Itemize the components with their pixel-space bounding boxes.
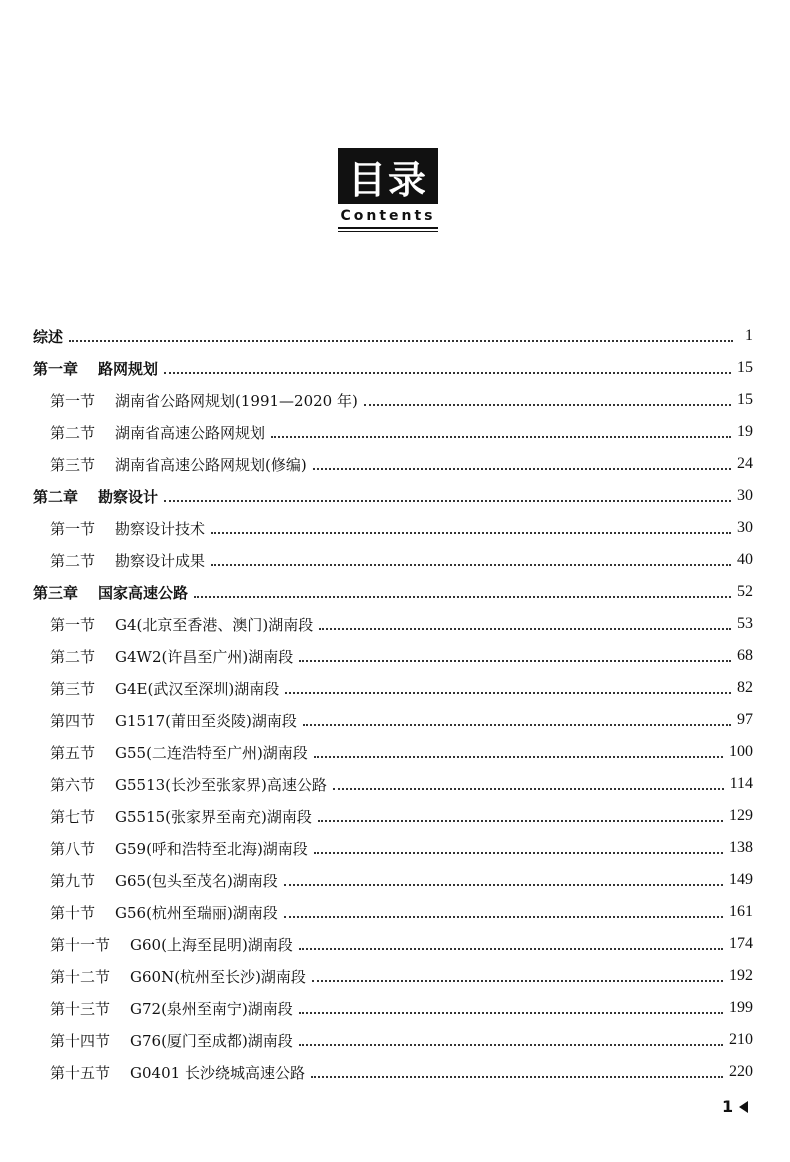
dot-leader: [194, 595, 731, 598]
toc-section-entry[interactable]: [33, 512, 753, 544]
toc-entry-label: [50, 550, 211, 571]
toc-entry-number: 第二节: [50, 551, 96, 570]
dot-leader: [271, 435, 731, 438]
toc-entry-label: [50, 422, 271, 443]
toc-section-entry[interactable]: [33, 704, 753, 736]
toc-chapter-entry[interactable]: [33, 352, 753, 384]
toc-section-entry[interactable]: [33, 768, 753, 800]
toc-entry-page: 15: [731, 359, 753, 377]
toc-entry-title: G65(包头至茂名)湖南段: [115, 871, 278, 890]
toc-entry-page: 1: [733, 327, 753, 345]
dot-leader: [314, 851, 723, 854]
toc-entry-page: 30: [731, 519, 753, 537]
toc-section-entry[interactable]: [33, 448, 753, 480]
toc-section-entry[interactable]: [33, 896, 753, 928]
toc-entry-page: 161: [723, 903, 753, 921]
dot-leader: [303, 723, 731, 726]
toc-entry-label: [50, 838, 314, 859]
toc-entry-page: 30: [731, 487, 753, 505]
toc-chapter-entry[interactable]: [33, 320, 753, 352]
dot-leader: [299, 947, 723, 950]
toc-entry-page: 82: [731, 679, 753, 697]
toc-entry-page: 100: [723, 743, 753, 761]
toc-entry-number: 第十三节: [50, 999, 111, 1018]
toc-entry-title: 湖南省高速公路网规划(修编): [115, 455, 307, 474]
dot-leader: [319, 627, 731, 630]
page-footer: [722, 1097, 748, 1116]
toc-entry-label: [50, 710, 303, 731]
toc-section-entry[interactable]: [33, 864, 753, 896]
toc-entry-title: G60(上海至昆明)湖南段: [130, 935, 293, 954]
toc-entry-page: 68: [731, 647, 753, 665]
toc-entry-label: [50, 870, 284, 891]
toc-entry-number: 第三节: [50, 679, 96, 698]
toc-entry-page: 15: [731, 391, 753, 409]
table-of-contents: [33, 320, 753, 1088]
toc-entry-title: 国家高速公路: [98, 583, 189, 602]
toc-entry-title: G72(泉州至南宁)湖南段: [130, 999, 293, 1018]
toc-entry-number: 第二节: [50, 647, 96, 666]
toc-section-entry[interactable]: [33, 1024, 753, 1056]
toc-entry-number: 第五节: [50, 743, 96, 762]
toc-entry-number: 第三章: [33, 583, 79, 602]
page-subtitle: Contents: [340, 208, 436, 224]
toc-entry-number: 第四节: [50, 711, 96, 730]
toc-entry-label: [50, 678, 285, 699]
toc-entry-page: 53: [731, 615, 753, 633]
dot-leader: [333, 787, 724, 790]
dot-leader: [314, 755, 723, 758]
toc-entry-page: 97: [731, 711, 753, 729]
toc-entry-label: [50, 518, 211, 539]
dot-leader: [311, 1075, 723, 1078]
toc-entry-page: 114: [724, 775, 753, 793]
dot-leader: [313, 467, 731, 470]
toc-entry-number: 第十一节: [50, 935, 111, 954]
toc-entry-number: 第一章: [33, 359, 79, 378]
toc-entry-title: G60N(杭州至长沙)湖南段: [130, 967, 306, 986]
toc-section-entry[interactable]: [33, 928, 753, 960]
toc-section-entry[interactable]: [33, 384, 753, 416]
toc-entry-number: 第二章: [33, 487, 79, 506]
toc-entry-page: 199: [723, 999, 753, 1017]
toc-entry-label: [50, 646, 299, 667]
toc-section-entry[interactable]: [33, 544, 753, 576]
toc-entry-label: [50, 742, 314, 763]
toc-entry-label: [50, 1030, 299, 1051]
page-number: 1: [722, 1097, 734, 1116]
toc-entry-label: [50, 934, 299, 955]
toc-entry-label: [50, 774, 333, 795]
toc-entry-title: G4E(武汉至深圳)湖南段: [115, 679, 280, 698]
toc-entry-title: 勘察设计技术: [115, 519, 206, 538]
toc-section-entry[interactable]: [33, 608, 753, 640]
triangle-left-icon: [739, 1101, 748, 1113]
masthead: [338, 148, 438, 232]
toc-section-entry[interactable]: [33, 992, 753, 1024]
dot-leader: [211, 563, 731, 566]
toc-section-entry[interactable]: [33, 960, 753, 992]
toc-section-entry[interactable]: [33, 640, 753, 672]
toc-entry-page: 40: [731, 551, 753, 569]
toc-entry-label: [50, 614, 319, 635]
toc-entry-title: 综述: [33, 327, 64, 346]
dot-leader: [164, 499, 731, 502]
toc-entry-number: 第九节: [50, 871, 96, 890]
toc-entry-number: 第三节: [50, 455, 96, 474]
toc-entry-number: 第一节: [50, 615, 96, 634]
toc-entry-page: 52: [731, 583, 753, 601]
toc-entry-label: [50, 454, 313, 475]
toc-entry-title: 勘察设计: [98, 487, 159, 506]
toc-entry-page: 192: [723, 967, 753, 985]
dot-leader: [284, 883, 723, 886]
toc-entry-title: 湖南省公路网规划(1991—2020 年): [115, 391, 358, 410]
toc-entry-label: [50, 998, 299, 1019]
toc-entry-page: 138: [723, 839, 753, 857]
toc-entry-label: [33, 326, 69, 347]
dot-leader: [299, 659, 731, 662]
toc-entry-title: G0401 长沙绕城高速公路: [130, 1063, 305, 1082]
toc-section-entry[interactable]: [33, 1056, 753, 1088]
toc-entry-number: 第六节: [50, 775, 96, 794]
dot-leader: [312, 979, 723, 982]
toc-entry-page: 210: [723, 1031, 753, 1049]
toc-entry-label: [50, 902, 284, 923]
toc-entry-title: 湖南省高速公路网规划: [115, 423, 266, 442]
toc-entry-title: G4(北京至香港、澳门)湖南段: [115, 615, 314, 634]
dot-leader: [284, 915, 723, 918]
toc-entry-number: 第十四节: [50, 1031, 111, 1050]
page-title: 目录: [338, 148, 438, 204]
toc-chapter-entry[interactable]: [33, 576, 753, 608]
dot-leader: [285, 691, 731, 694]
toc-entry-number: 第十二节: [50, 967, 111, 986]
toc-entry-label: [33, 486, 164, 507]
toc-entry-title: G5515(张家界至南充)湖南段: [115, 807, 312, 826]
toc-section-entry[interactable]: [33, 800, 753, 832]
dot-leader: [364, 403, 731, 406]
toc-section-entry[interactable]: [33, 832, 753, 864]
toc-entry-number: 第十节: [50, 903, 96, 922]
dot-leader: [299, 1011, 723, 1014]
toc-entry-label: [50, 966, 312, 987]
toc-entry-number: 第七节: [50, 807, 96, 826]
title-rule: [338, 227, 438, 229]
dot-leader: [211, 531, 731, 534]
toc-entry-number: 第八节: [50, 839, 96, 858]
toc-entry-title: 路网规划: [98, 359, 159, 378]
toc-entry-number: 第十五节: [50, 1063, 111, 1082]
toc-chapter-entry[interactable]: [33, 480, 753, 512]
toc-entry-page: 220: [723, 1063, 753, 1081]
toc-entry-label: [50, 806, 318, 827]
toc-entry-title: G56(杭州至瑞丽)湖南段: [115, 903, 278, 922]
toc-entry-page: 24: [731, 455, 753, 473]
toc-entry-title: G55(二连浩特至广州)湖南段: [115, 743, 308, 762]
toc-entry-page: 129: [723, 807, 753, 825]
toc-section-entry[interactable]: [33, 672, 753, 704]
toc-entry-title: G59(呼和浩特至北海)湖南段: [115, 839, 308, 858]
toc-entry-number: 第一节: [50, 391, 96, 410]
toc-section-entry[interactable]: [33, 416, 753, 448]
toc-entry-label: [50, 1062, 311, 1083]
toc-entry-page: 149: [723, 871, 753, 889]
toc-entry-page: 174: [723, 935, 753, 953]
toc-entry-title: G4W2(许昌至广州)湖南段: [115, 647, 294, 666]
toc-entry-title: G1517(莆田至炎陵)湖南段: [115, 711, 297, 730]
toc-entry-page: 19: [731, 423, 753, 441]
toc-entry-label: [50, 390, 364, 411]
toc-section-entry[interactable]: [33, 736, 753, 768]
toc-entry-number: 第二节: [50, 423, 96, 442]
dot-leader: [69, 339, 733, 342]
toc-entry-number: 第一节: [50, 519, 96, 538]
dot-leader: [299, 1043, 723, 1046]
toc-entry-title: 勘察设计成果: [115, 551, 206, 570]
toc-entry-title: G5513(长沙至张家界)高速公路: [115, 775, 327, 794]
toc-entry-title: G76(厦门至成都)湖南段: [130, 1031, 293, 1050]
dot-leader: [318, 819, 723, 822]
title-rule-thin: [338, 231, 438, 232]
dot-leader: [164, 371, 731, 374]
toc-entry-label: [33, 582, 194, 603]
toc-entry-label: [33, 358, 164, 379]
